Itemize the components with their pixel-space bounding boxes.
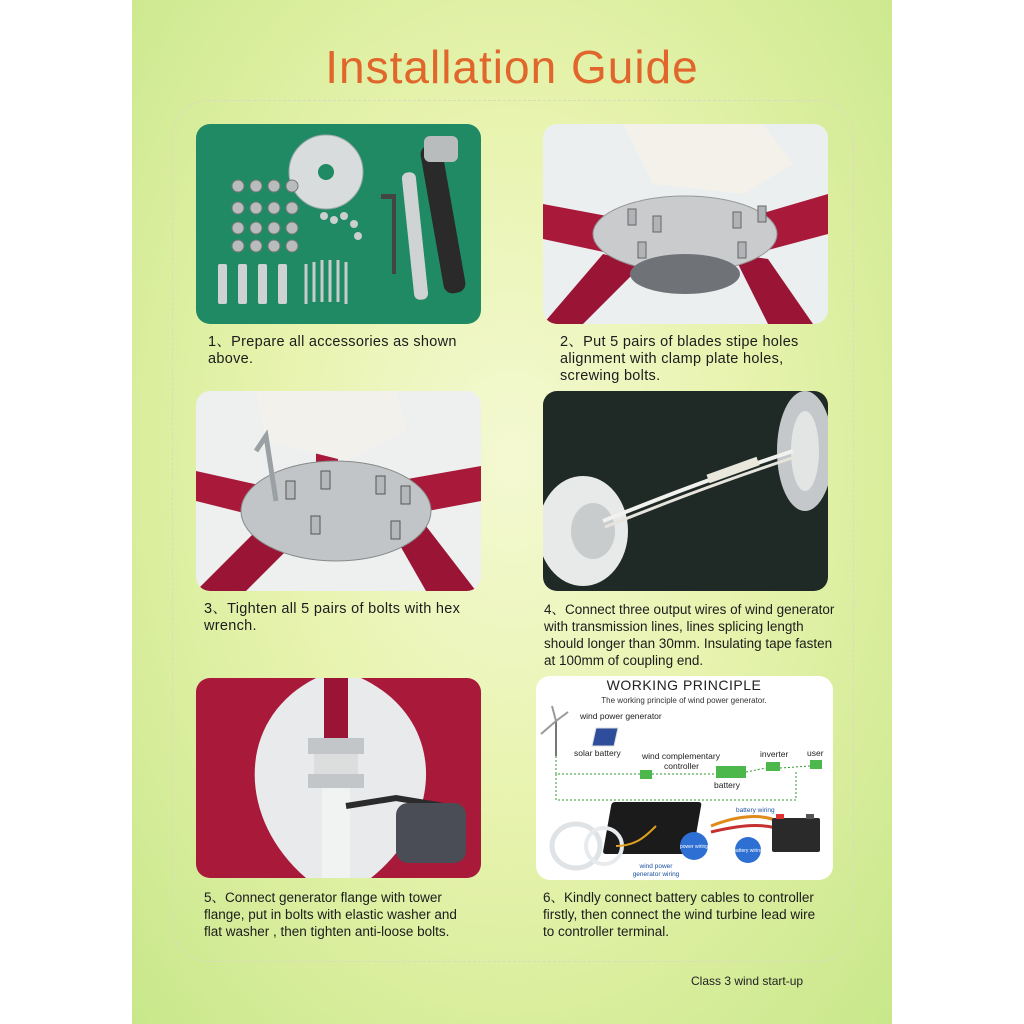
- wp-wind-power-generator-label: wind power generator: [580, 711, 662, 721]
- wp-subtitle: The working principle of wind power generator.: [601, 696, 767, 705]
- step-4-caption: [544, 601, 834, 669]
- caption-line: 6、Kindly connect battery cables to controller: [543, 890, 814, 905]
- caption-line: 5、Connect generator flange with tower: [204, 890, 442, 905]
- caption-line: to controller terminal.: [543, 924, 670, 939]
- caption-line: should longer than 30mm. Insulating tape fasten: [544, 636, 833, 651]
- caption-line: screwing bolts.: [560, 368, 661, 384]
- caption-line: alignment with clamp plate holes,: [560, 351, 784, 367]
- wp-wind-complementary-label: wind complementary: [642, 751, 720, 761]
- battery-icon: [772, 814, 820, 852]
- caption-line: 4、Connect three output wires of wind generator: [544, 602, 835, 617]
- caption-line: with transmission lines, lines splicing length: [544, 619, 804, 634]
- wp-title: WORKING PRINCIPLE: [606, 677, 762, 693]
- footer-note: Class 3 wind start-up: [691, 974, 804, 988]
- step-5-caption: [204, 889, 457, 940]
- battery-box-icon: [716, 766, 746, 778]
- wp-battery-label: battery: [714, 780, 740, 790]
- caption-line: firstly, then connect the wind turbine lead wire: [543, 907, 816, 922]
- wp-controller-label: controller: [664, 761, 699, 771]
- wiring-photo: [543, 391, 828, 591]
- wp-solar-battery-label: solar battery: [574, 748, 621, 758]
- accessories-photo: [196, 124, 481, 324]
- step-3-caption: [204, 601, 460, 635]
- wind-turbine-icon: [541, 706, 568, 756]
- controller-box-icon: [640, 770, 652, 779]
- flange-photo: [196, 678, 481, 878]
- step-6-caption: [543, 889, 815, 940]
- hex-wrench-photo: [196, 391, 481, 591]
- caption-line: flat washer , then tighten anti-loose bolts.: [204, 924, 450, 939]
- wp-power-wiring-label: power wiring: [679, 844, 709, 850]
- blade-clamp-photo: [543, 124, 828, 324]
- caption-line: at 100mm of coupling end.: [544, 653, 704, 668]
- caption-line: above.: [208, 351, 254, 367]
- page-sheet: [132, 0, 892, 1024]
- step-2-caption: [560, 334, 799, 385]
- caption-line: 2、Put 5 pairs of blades stipe holes: [560, 334, 799, 350]
- inverter-box-icon: [766, 762, 780, 771]
- wp-inverter-label: inverter: [760, 749, 789, 759]
- wp-generator-wiring-label: generator wiring: [632, 871, 680, 878]
- solar-panel-icon: [592, 728, 618, 746]
- caption-line: wrench.: [204, 618, 257, 634]
- user-box-icon: [810, 760, 822, 769]
- working-principle-diagram: [536, 676, 833, 880]
- wp-battery-wiring-label: battery wiring: [736, 807, 775, 814]
- wp-wind-power-label: wind power: [639, 863, 673, 870]
- step-1-caption: [208, 334, 457, 368]
- caption-line: flange, put in bolts with elastic washer and: [204, 907, 457, 922]
- caption-line: 1、Prepare all accessories as shown: [208, 334, 457, 350]
- page-title: Installation Guide: [325, 41, 699, 93]
- caption-line: 3、Tighten all 5 pairs of bolts with hex: [204, 601, 461, 617]
- wp-battery-wiring-small-label: battery wiring: [733, 848, 763, 854]
- wp-user-label: user: [807, 748, 824, 758]
